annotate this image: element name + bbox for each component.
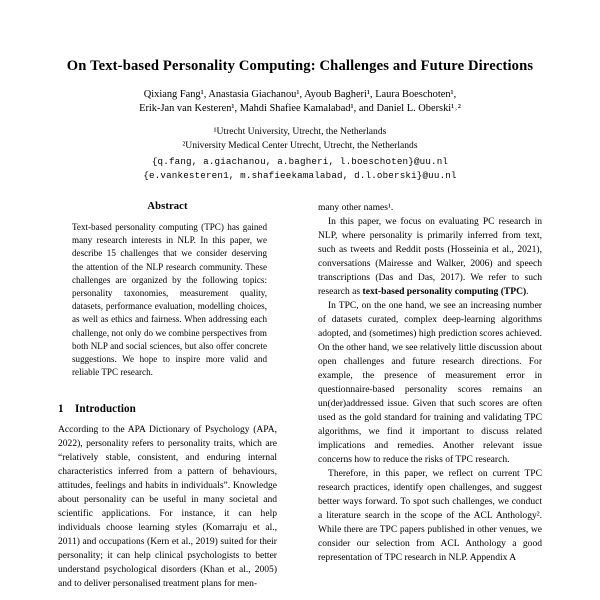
tpc-def-pre: In this paper, we focus on evaluating PC research in NLP, where personality is primarily inferred from text, such as tweets and Reddit posts (Hosseinia et al., 2021), conversations (Mairesse and Walker, 2006) and speech transcriptions (Das and Das, 2017). We refer to such research as xyxy=(318,215,542,297)
title-block xyxy=(0,0,600,183)
section-number: 1 xyxy=(58,403,64,416)
affiliation-line-2: ²University Medical Center Utrecht, Utrecht, the Netherlands xyxy=(182,139,418,151)
email-line-1: {q.fang, a.giachanou, a.bagheri, l.boeschoten}@uu.nl xyxy=(151,156,449,168)
author-list xyxy=(38,88,562,117)
abstract-block xyxy=(72,221,267,379)
author-line-1: Qixiang Fang¹, Anastasia Giachanou¹, Ayoub Bagheri¹, Laura Boeschoten¹, xyxy=(143,88,457,100)
right-column xyxy=(318,201,542,600)
section-title: Introduction xyxy=(75,403,136,416)
author-emails xyxy=(0,155,600,182)
author-line-2: Erik-Jan van Kesteren¹, Mahdi Shafiee Kamalabad¹, and Daniel L. Oberski¹˒² xyxy=(139,102,461,114)
affiliation-line-1: ¹Utrecht University, Utrecht, the Netherlands xyxy=(213,126,387,138)
body-columns xyxy=(58,201,542,600)
email-line-2: {e.vankesteren1, m.shafieekamalabad, d.l.oberski}@uu.nl xyxy=(143,170,457,182)
abstract-text: Text-based personality computing (TPC) has gained many research interests in NLP. In this paper, we describe 15 challenges that we consider deserving the attention of the NLP research community. These challenges are organized by the following topics: personality taxonomies, measurement quality, datasets, performance evaluation, modelling choices, as well as ethics and fairness. When addressing each challenge, not only do we combine perspectives from both NLP and social sciences, but also offer concrete suggestions. We hope to inspire more valid and reliable TPC research. xyxy=(72,222,267,378)
continued-paragraph: many other names¹. xyxy=(318,202,394,213)
intro-paragraph-1: According to the APA Dictionary of Psychology (APA, 2022), personality refers to personality traits, which are “relatively stable, consistent, and enduring internal characteristics inferred from a pattern of behaviours, attitudes, feelings and habits in individuals”. Knowledge about personality can be useful in many societal and scientific applications. For instance, it can help individuals choose learning styles (Komarraju et al., 2011) and occupations (Kern et al., 2019) suited for their personality; it can help clinical psychologists to better understand psychological disorders (Khan et al., 2005) and to deliver personalised treatment plans for men- xyxy=(58,424,277,590)
paragraph-tpc-state: In TPC, on the one hand, we see an increasing number of datasets curated, complex deep-learning algorithms adopted, and (sometimes) high prediction scores achieved. On the other hand, we see relatively little discussion about open challenges and future research directions. For example, the presence of measurement error in questionnaire-based personality scores remains an un(der)addressed issue. Given that such scores are often used as the gold standard for training and validating TPC algorithms, we find it important to discuss related implications and remedies. Another relevant issue concerns how to reduce the risks of TPC research. xyxy=(318,299,542,465)
tpc-def-term: text-based personality computing (TPC) xyxy=(362,285,527,297)
abstract-heading: Abstract xyxy=(147,201,188,212)
left-column xyxy=(58,201,277,600)
affiliations xyxy=(0,125,600,152)
page-title: On Text-based Personality Computing: Challenges and Future Directions xyxy=(66,58,534,74)
tpc-def-post: . xyxy=(526,285,529,297)
section-heading-introduction xyxy=(58,403,277,415)
paragraph-contribution: Therefore, in this paper, we reflect on current TPC research practices, identify open challenges, and suggest better ways forward. To spot such challenges, we conduct a literature search in the scope of the ACL Anthology². While there are TPC papers published in other venues, we consider our selection from ACL Anthology a good representation of TPC research in NLP. Appendix A xyxy=(318,467,542,563)
paragraph-tpc-definition xyxy=(318,215,542,299)
